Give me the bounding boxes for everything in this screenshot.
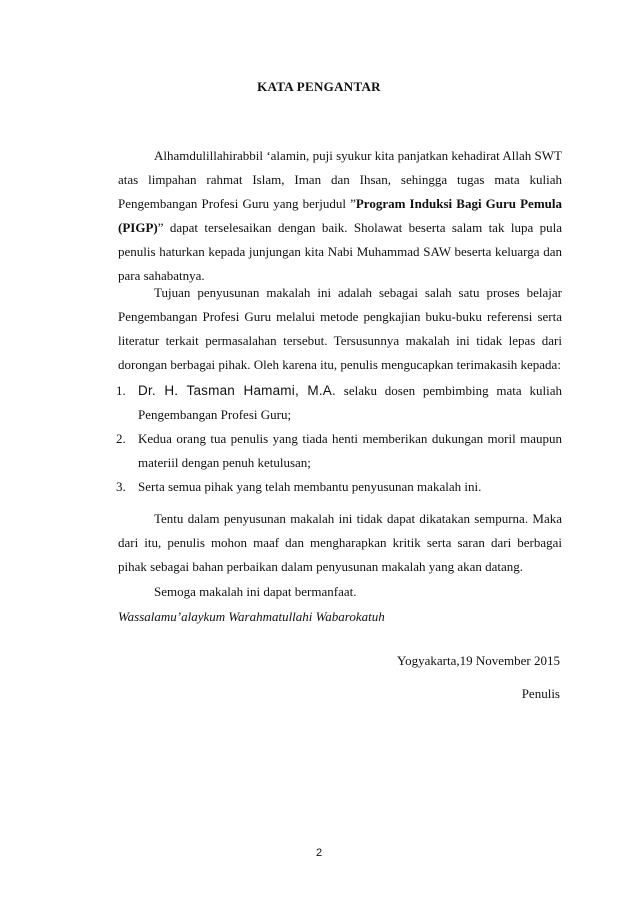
list-item-number: 3. [116, 479, 126, 494]
paper-title-bold: Program Induksi Bagi Guru Pemula (PIGP) [118, 196, 562, 235]
paragraph-apology-text: Tentu dalam penyusunan makalah ini tidak dapat dikatakan sempurna. Maka dari itu, penulis mohon maaf dan mengharapkan kritik serta saran dari berbagai pihak sebagai bahan perbaikan dalam penyusunan makalah yang akan datang. [118, 511, 562, 574]
list-item-number: 1. [116, 383, 126, 398]
list-item [118, 475, 562, 499]
list-item-text: selaku dosen pembimbing mata kuliah Pengembangan Profesi Guru; [138, 383, 562, 422]
list-item [118, 379, 562, 427]
paragraph-purpose-text: Tujuan penyusunan makalah ini adalah sebagai salah satu proses belajar Pengembangan Profesi Guru melalui metode pengkajian buku-buku referensi serta literatur terkait permasalahan tersebut. Tersusunnya makalah ini tidak lepas dari dorongan berbagai pihak. Oleh karena itu, penulis mengucapkan terimakasih kepada: [118, 285, 562, 372]
paragraph-purpose [118, 281, 562, 377]
paragraph-opening [118, 144, 562, 288]
list-item-number: 2. [116, 431, 126, 446]
place-date: Yogyakarta,19 November 2015 [397, 653, 560, 668]
paragraph-hope [118, 580, 562, 604]
list-item-text: Serta semua pihak yang telah membantu penyusunan makalah ini. [138, 479, 482, 494]
paragraph-opening-text-before: Alhamdulillahirabbil ‘alamin, puji syukur kita panjatkan kehadirat Allah SWT atas limpahan rahmat Islam, Iman dan Ihsan, sehingga tugas mata kuliah Pengembangan Profesi Guru yang berjudul ” [118, 148, 562, 211]
list-item-text: Kedua orang tua penulis yang tiada henti memberikan dukungan moril maupun materiil dengan penuh ketulusan; [138, 431, 562, 470]
list-item [118, 427, 562, 475]
paragraph-hope-text: Semoga makalah ini dapat bermanfaat. [154, 584, 357, 599]
paragraph-opening-text-after: ” dapat terselesaikan dengan baik. Sholawat beserta salam tak lupa pula penulis haturkan kepada junjungan kita Nabi Muhammad SAW beserta keluarga dan para sahabatnya. [118, 220, 562, 283]
author-signature: Penulis [521, 686, 560, 701]
page-title: KATA PENGANTAR [257, 79, 381, 94]
thanks-list [118, 379, 562, 499]
closing-greeting: Wassalamu’alaykum Warahmatullahi Wabarokatuh [118, 609, 385, 624]
paragraph-apology [118, 507, 562, 579]
supervisor-name: Dr. H. Tasman Hamami, M.A. [138, 383, 336, 398]
page-number: 2 [315, 847, 323, 859]
